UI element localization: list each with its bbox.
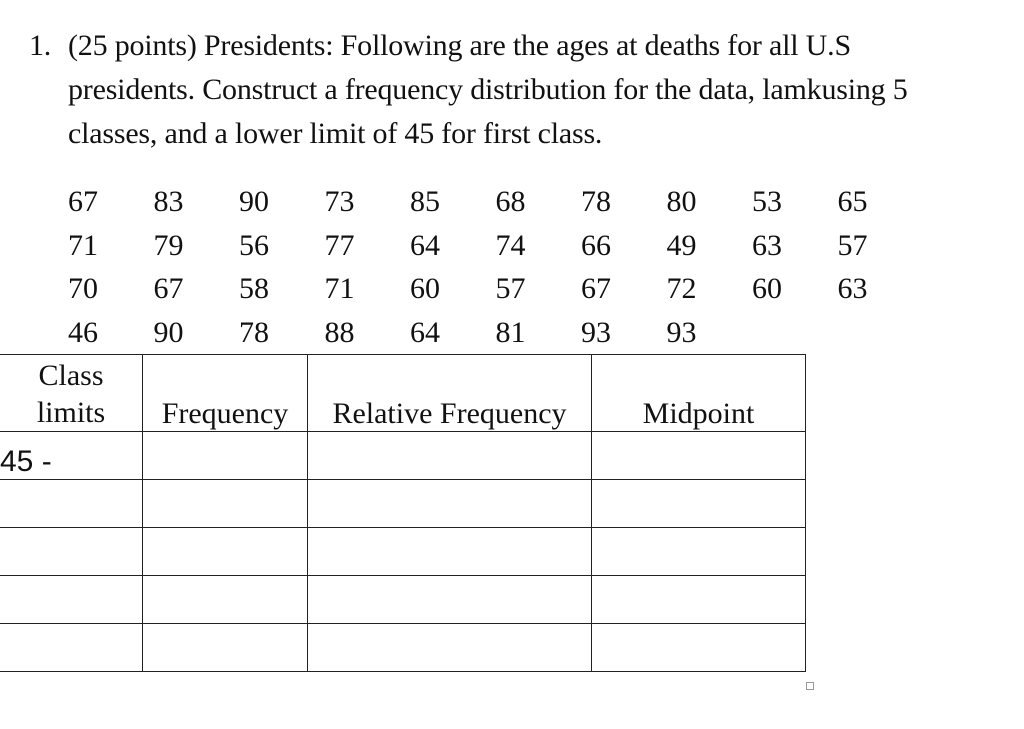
data-value: 53 xyxy=(752,185,782,218)
data-value: 57 xyxy=(495,272,526,305)
header-relative-frequency: Relative Frequency xyxy=(308,355,592,432)
midpoint-cell[interactable] xyxy=(592,432,806,480)
problem-text-line-3: classes, and a lower limit of 45 for first class. xyxy=(68,117,603,150)
data-value: 93 xyxy=(581,315,611,349)
table-row xyxy=(0,624,806,672)
header-class-line-2: limits xyxy=(36,396,106,429)
midpoint-cell[interactable] xyxy=(592,624,806,672)
data-value: 67 xyxy=(68,185,98,218)
table-row xyxy=(0,576,806,624)
problem-text-line-1: (25 points) Presidents: Following are the ages at deaths for all U.S xyxy=(68,29,851,62)
frequency-cell[interactable] xyxy=(143,528,308,576)
data-value: 70 xyxy=(68,272,98,305)
frequency-cell[interactable] xyxy=(143,576,308,624)
data-value: 85 xyxy=(410,185,440,218)
data-value: 90 xyxy=(153,315,184,349)
header-midpoint: Midpoint xyxy=(592,355,806,432)
data-value: 46 xyxy=(68,315,98,349)
data-value: 66 xyxy=(581,228,611,262)
data-value: 65 xyxy=(837,185,868,218)
data-value: 71 xyxy=(324,272,355,305)
class-limits-cell[interactable] xyxy=(0,624,143,672)
midpoint-cell[interactable] xyxy=(592,528,806,576)
relative-frequency-cell[interactable] xyxy=(308,480,592,528)
relative-frequency-cell[interactable] xyxy=(308,528,592,576)
data-value: 78 xyxy=(239,315,269,349)
data-value: 80 xyxy=(666,185,697,218)
data-value: 58 xyxy=(239,272,269,305)
class-limits-cell[interactable] xyxy=(0,576,143,624)
data-value: 79 xyxy=(153,228,184,262)
class-limits-cell[interactable]: 45 - xyxy=(0,432,143,480)
data-value: 56 xyxy=(239,228,269,262)
table-header-row xyxy=(0,355,806,432)
data-value: 78 xyxy=(581,185,611,218)
frequency-cell[interactable] xyxy=(143,624,308,672)
data-value: 73 xyxy=(324,185,355,218)
data-value: 64 xyxy=(410,315,440,349)
relative-frequency-cell[interactable] xyxy=(308,576,592,624)
frequency-cell[interactable] xyxy=(143,480,308,528)
problem-number: 1. xyxy=(29,29,52,62)
class-limits-cell[interactable] xyxy=(0,528,143,576)
relative-frequency-cell[interactable] xyxy=(308,624,592,672)
header-class-line-1: Class xyxy=(38,359,104,392)
data-value: 60 xyxy=(410,272,440,305)
table-row xyxy=(0,480,806,528)
data-value: 74 xyxy=(495,228,526,262)
header-class-limits xyxy=(0,355,143,432)
table-row xyxy=(0,528,806,576)
data-value: 83 xyxy=(153,185,184,218)
midpoint-cell[interactable] xyxy=(592,576,806,624)
table-row xyxy=(0,432,806,480)
data-value: 72 xyxy=(666,272,697,305)
frequency-cell[interactable] xyxy=(143,432,308,480)
data-value: 63 xyxy=(837,272,868,305)
data-value: 77 xyxy=(324,228,355,262)
midpoint-cell[interactable] xyxy=(592,480,806,528)
data-value: 88 xyxy=(324,315,355,349)
relative-frequency-cell[interactable] xyxy=(308,432,592,480)
data-value: 64 xyxy=(410,228,440,262)
data-value: 68 xyxy=(495,185,526,218)
data-value: 60 xyxy=(752,272,782,305)
data-value: 90 xyxy=(239,185,269,218)
data-value: 63 xyxy=(752,228,782,262)
problem-line-1 xyxy=(29,26,851,66)
table-resize-handle[interactable] xyxy=(806,682,814,690)
frequency-table[interactable] xyxy=(0,354,806,672)
data-value: 71 xyxy=(68,228,98,262)
data-value: 81 xyxy=(495,315,526,349)
data-value: 93 xyxy=(666,315,697,349)
class-limits-cell[interactable] xyxy=(0,480,143,528)
problem-text-line-2: presidents. Construct a frequency distribution for the data, lamkusing 5 xyxy=(68,73,908,106)
data-value: 67 xyxy=(581,272,611,305)
data-value: 57 xyxy=(837,228,868,262)
header-frequency: Frequency xyxy=(143,355,308,432)
data-value: 49 xyxy=(666,228,697,262)
data-value: 67 xyxy=(153,272,184,305)
